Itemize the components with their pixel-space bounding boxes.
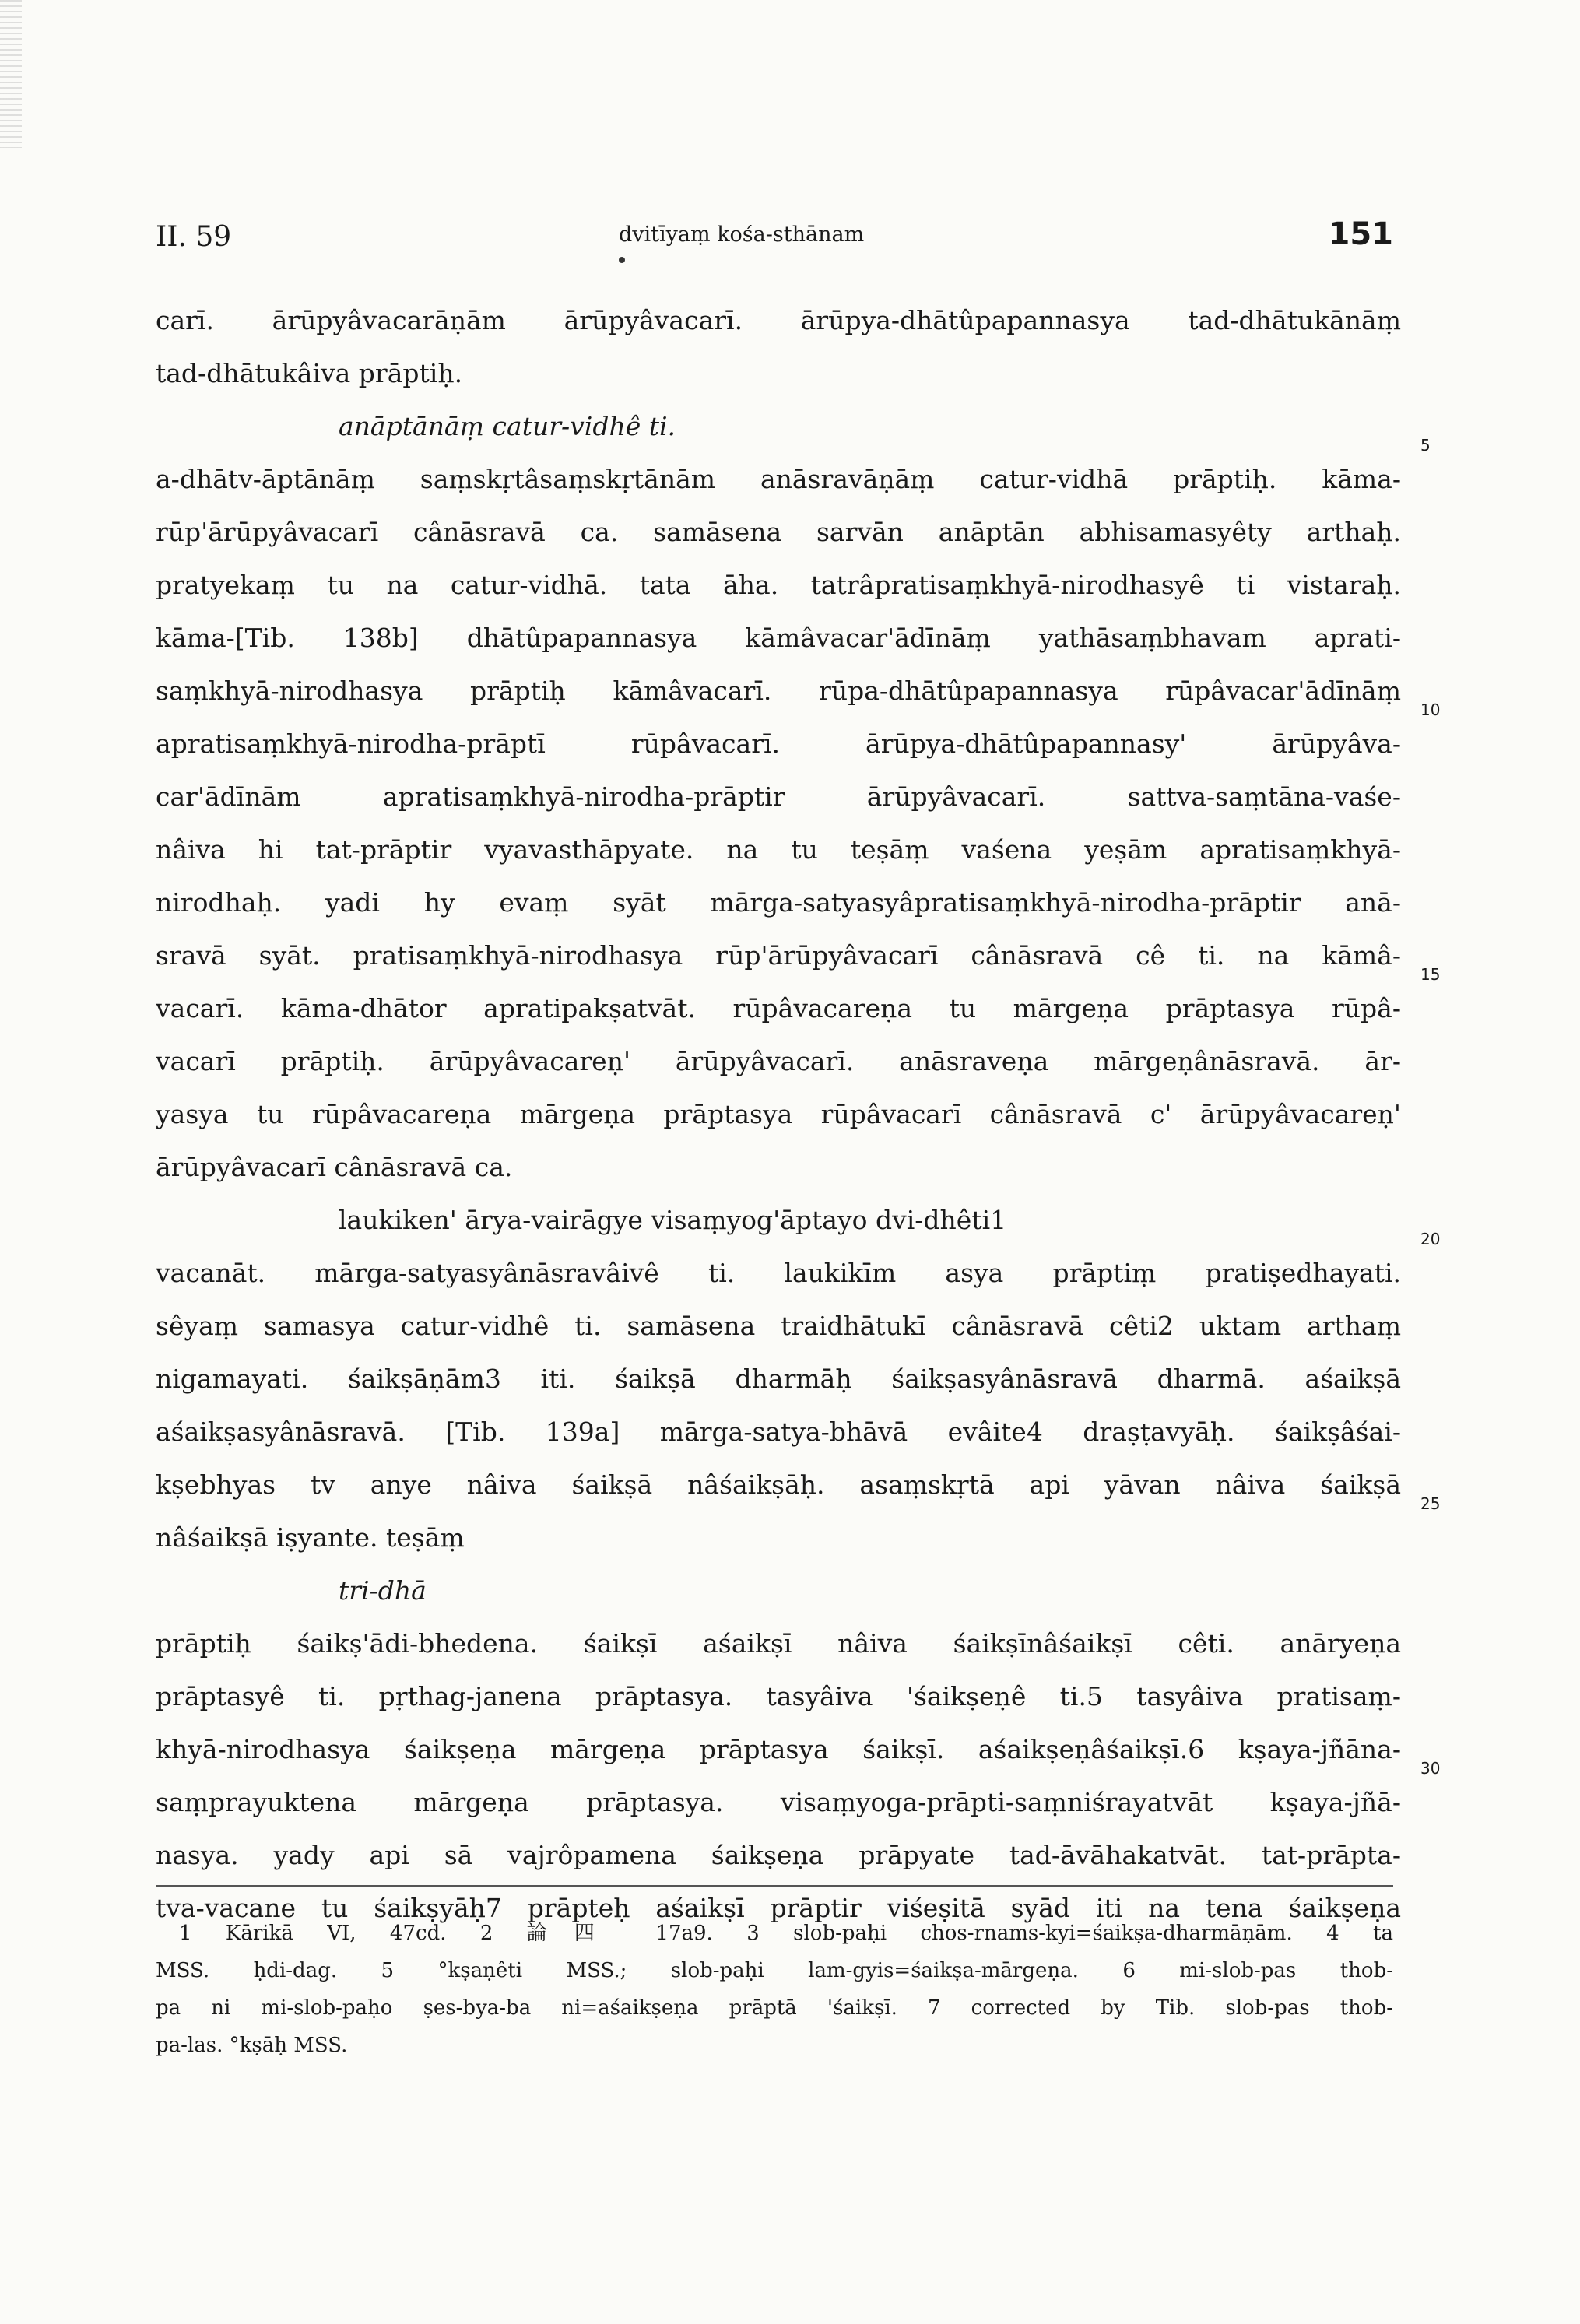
text-line: nirodhaḥ. yadi hy evaṃ syāt mārga-satyasyâpratisaṃkhyā-nirodha-prāptir anā- [156, 887, 1401, 918]
verse-line: anāptānāṃ catur-vidhê ti. [339, 411, 676, 441]
text-line: kṣebhyas tv anye nâiva śaikṣā nâśaikṣāḥ. asaṃskṛtā api yāvan nâiva śaikṣā [156, 1469, 1401, 1500]
text-line: ārūpyâvacarī cânāsravā ca. [156, 1152, 513, 1182]
footnote-line: MSS. ḥdi-dag. 5 °kṣaṇêti MSS.; slob-paḥi lam-gyis=śaikṣa-mārgeṇa. 6 mi-slob-pas thob- [156, 1959, 1393, 1982]
ornament-dot [619, 257, 625, 263]
page-header [156, 216, 1393, 263]
text-line: yasya tu rūpâvacareṇa mārgeṇa prāptasya rūpâvacarī cânāsravā c' ārūpyâvacareṇ' [156, 1099, 1401, 1129]
text-line: sêyaṃ samasya catur-vidhê ti. samāsena traidhātukī cânāsravā cêti2 uktam arthaṃ [156, 1311, 1401, 1341]
text-line: vacarī. kāma-dhātor apratipakṣatvāt. rūpâvacareṇa tu mārgeṇa prāptasya rūpâ- [156, 993, 1401, 1023]
text-line: nâiva hi tat-prāptir vyavasthāpyate. na tu teṣāṃ vaśena yeṣām apratisaṃkhyā- [156, 834, 1401, 865]
text-line: rūp'ārūpyâvacarī cânāsravā ca. samāsena sarvān anāptān abhisamasyêty arthaḥ. [156, 517, 1401, 547]
text-line: nigamayati. śaikṣāṇām3 iti. śaikṣā dharmāḥ śaikṣasyânāsravā dharmā. aśaikṣā [156, 1364, 1401, 1394]
page-number: 151 [1328, 216, 1393, 252]
text-line: nasya. yady api sā vajrôpamena śaikṣeṇa prāpyate tad-āvāhakatvāt. tat-prāpta- [156, 1840, 1401, 1870]
main-text [156, 294, 1401, 1935]
text-line: a-dhātv-āptānāṃ saṃskṛtâsaṃskṛtānām anāsravāṇāṃ catur-vidhā prāptiḥ. kāma- [156, 464, 1401, 494]
chapter-ref: II. 59 [156, 221, 232, 253]
text-line: pratyekaṃ tu na catur-vidhā. tata āha. tatrâpratisaṃkhyā-nirodhasyê ti vistaraḥ. [156, 570, 1401, 600]
line-number: 15 [1420, 965, 1441, 984]
line-number: 10 [1420, 700, 1441, 719]
footnote-line: pa ni mi-slob-paḥo ṣes-bya-ba ni=aśaikṣeṇa prāptā 'śaikṣī. 7 corrected by Tib. slob-pas thob- [156, 1996, 1393, 2020]
text-line: tva-vacane tu śaikṣyāḥ7 prāpteḥ aśaikṣī prāptir viśeṣitā syād iti na tena śaikṣeṇa [156, 1893, 1401, 1923]
text-line: apratisaṃkhyā-nirodha-prāptī rūpâvacarī. ārūpya-dhātûpapannasy' ārūpyâva- [156, 728, 1401, 759]
text-line: car'ādīnām apratisaṃkhyā-nirodha-prāptir ārūpyâvacarī. sattva-saṃtāna-vaśe- [156, 781, 1401, 812]
running-title: dvitīyaṃ kośa-sthānam [619, 223, 865, 247]
text-line: sravā syāt. pratisaṃkhyā-nirodhasya rūp'ārūpyâvacarī cânāsravā cê ti. na kāmâ- [156, 940, 1401, 971]
text-line: khyā-nirodhasya śaikṣeṇa mārgeṇa prāptasya śaikṣī. aśaikṣeṇâśaikṣī.6 kṣaya-jñāna- [156, 1734, 1401, 1764]
footnote-line: pa-las. °kṣāḥ MSS. [156, 2034, 348, 2057]
text-line: saṃkhyā-nirodhasya prāptiḥ kāmâvacarī. rūpa-dhātûpapannasya rūpâvacar'ādīnāṃ [156, 676, 1401, 706]
text-line: carī. ārūpyâvacarāṇām ārūpyâvacarī. ārūpya-dhātûpapannasya tad-dhātukānāṃ [156, 305, 1401, 335]
scan-edge-speckle [0, 0, 22, 148]
text-line: nâśaikṣā iṣyante. teṣāṃ [156, 1522, 465, 1553]
line-number: 30 [1420, 1759, 1441, 1778]
line-number: 25 [1420, 1494, 1441, 1513]
line-number: 5 [1420, 436, 1431, 455]
footnotes [156, 1915, 1393, 2064]
text-line: tad-dhātukâiva prāptiḥ. [156, 358, 463, 388]
footnote-rule [156, 1885, 1393, 1887]
verse-line: tri-dhā [339, 1575, 427, 1606]
text-line: vacarī prāptiḥ. ārūpyâvacareṇ' ārūpyâvacarī. anāsraveṇa mārgeṇânāsravā. ār- [156, 1046, 1401, 1076]
footnote-line: 1 Kārikā VI, 47cd. 2 論四 17a9. 3 slob-paḥi chos-rnams-kyi=śaikṣa-dharmāṇām. 4 ta [179, 1922, 1393, 1945]
text-line: prāptasyê ti. pṛthag-janena prāptasya. tasyâiva 'śaikṣeṇê ti.5 tasyâiva pratisaṃ- [156, 1681, 1401, 1711]
text-line: aśaikṣasyânāsravā. [Tib. 139a] mārga-satya-bhāvā evâite4 draṣṭavyāḥ. śaikṣâśai- [156, 1417, 1401, 1447]
verse-line: laukiken' ārya-vairāgye visaṃyog'āptayo dvi-dhêti1 [339, 1205, 1007, 1235]
text-line: kāma-[Tib. 138b] dhātûpapannasya kāmâvacar'ādīnāṃ yathāsaṃbhavam aprati- [156, 623, 1401, 653]
text-line: saṃprayuktena mārgeṇa prāptasya. visaṃyoga-prāpti-saṃniśrayatvāt kṣaya-jñā- [156, 1787, 1401, 1817]
text-line: vacanāt. mārga-satyasyânāsravâivê ti. laukikīm asya prāptiṃ pratiṣedhayati. [156, 1258, 1401, 1288]
text-line: prāptiḥ śaikṣ'ādi-bhedena. śaikṣī aśaikṣī nâiva śaikṣīnâśaikṣī cêti. anāryeṇa [156, 1628, 1401, 1659]
line-number: 20 [1420, 1230, 1441, 1248]
